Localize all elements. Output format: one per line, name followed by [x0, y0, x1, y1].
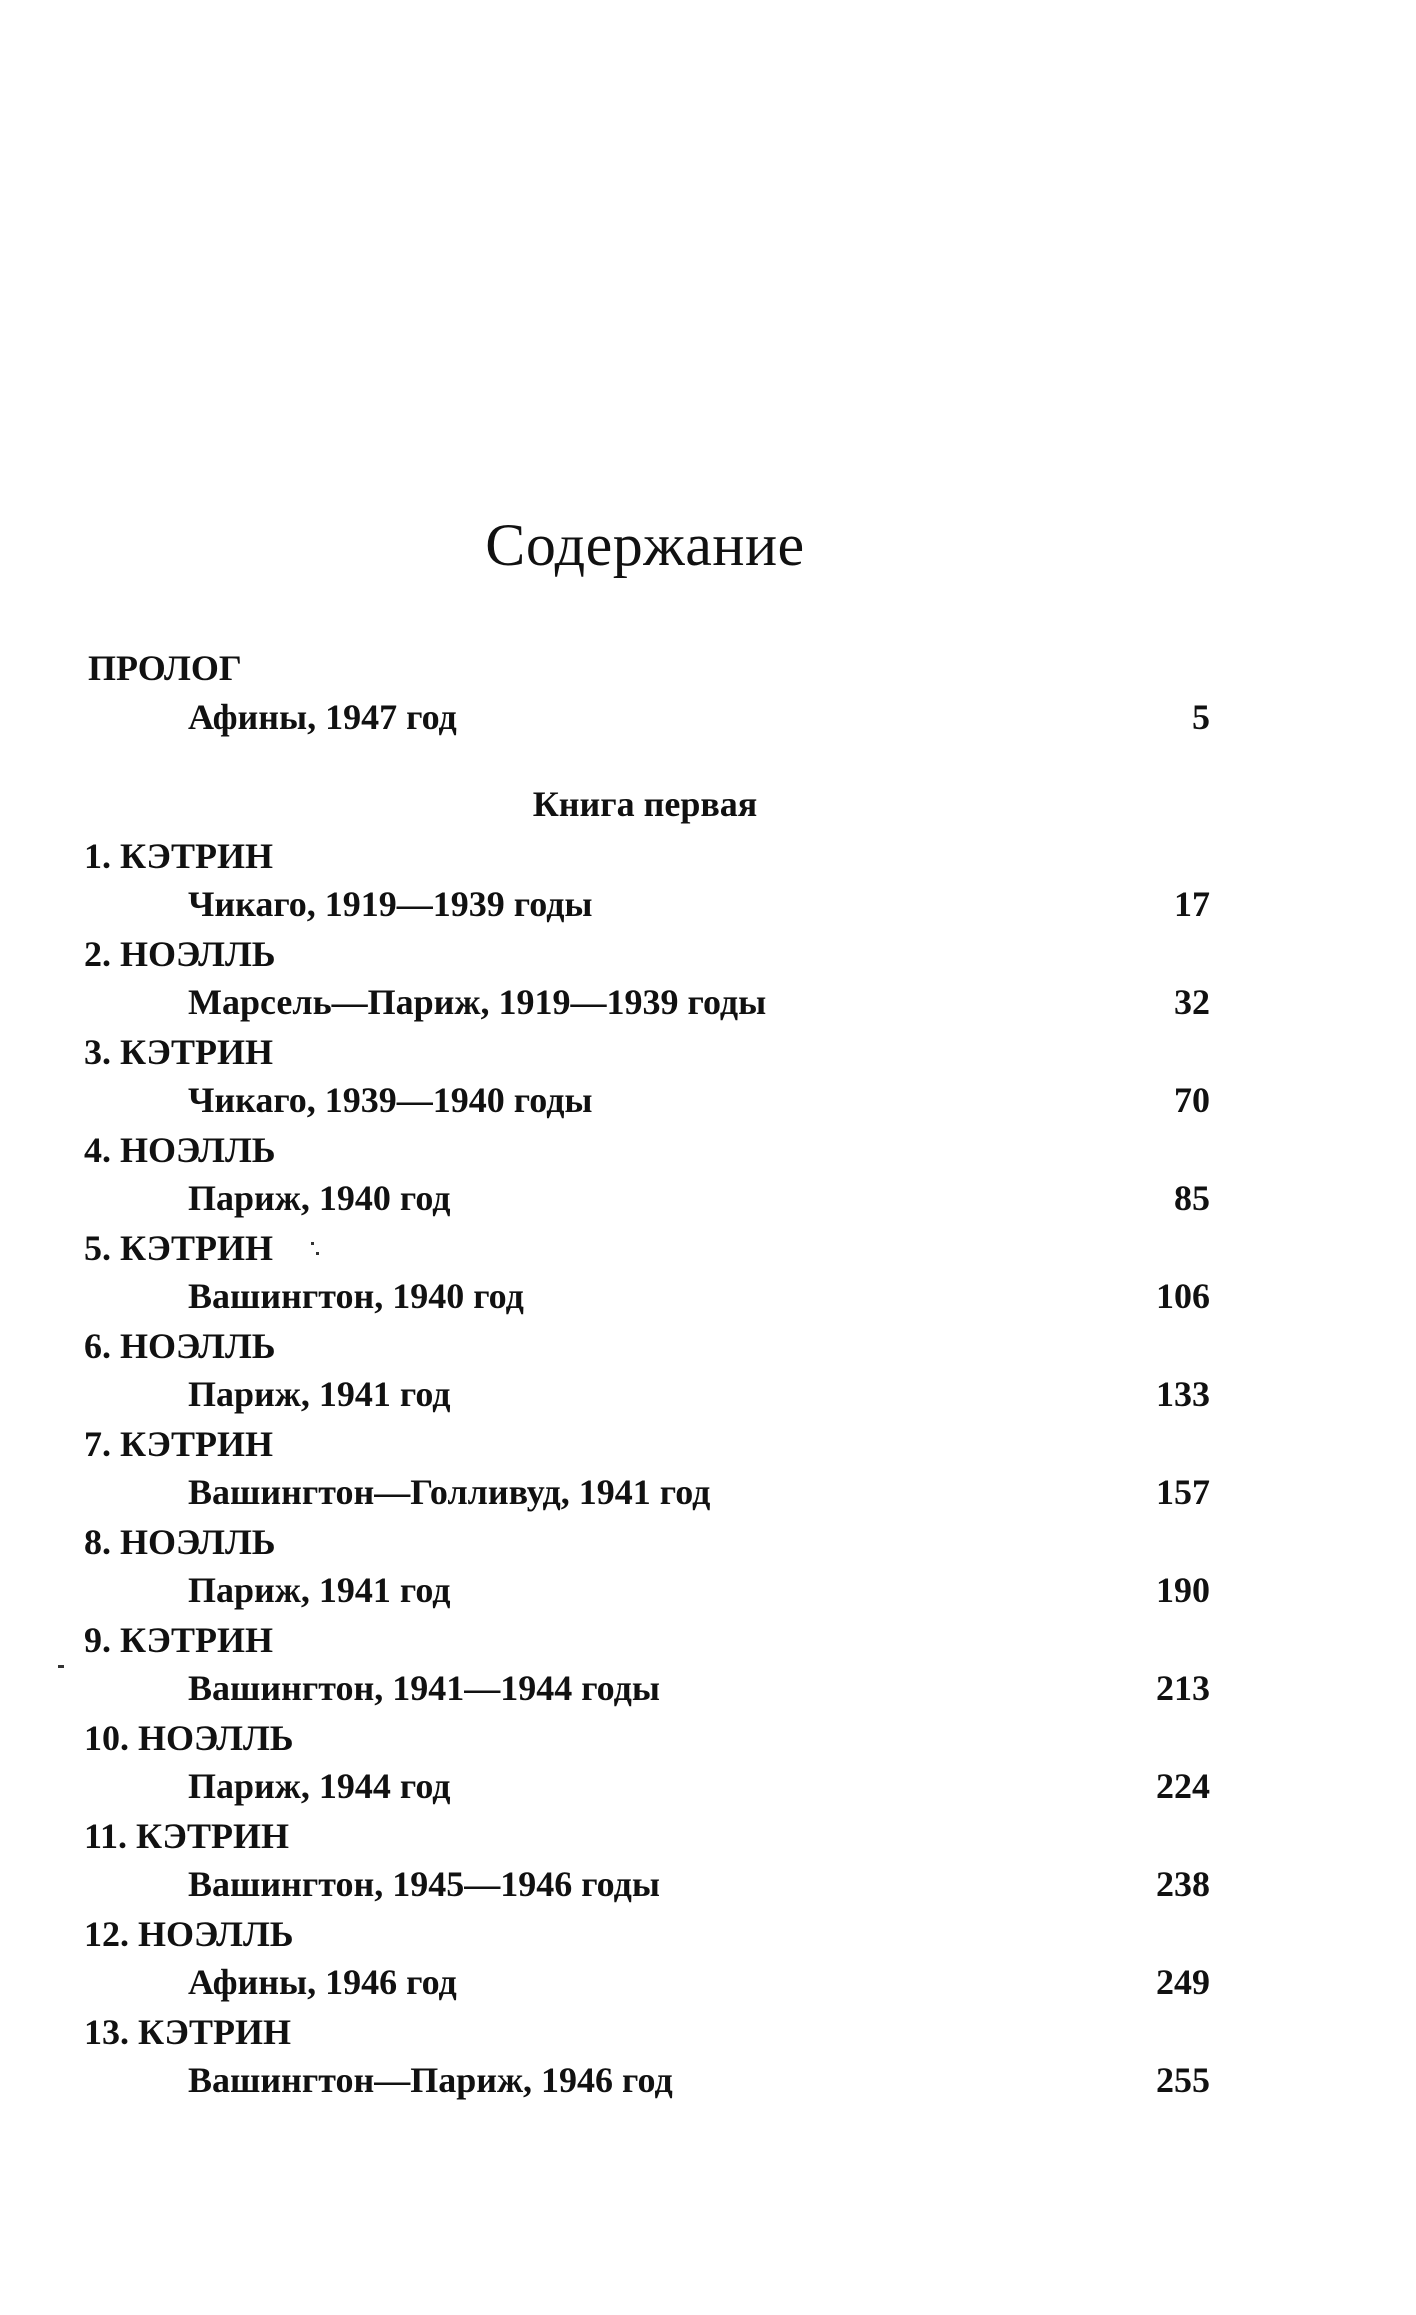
chapter-location: Вашингтон, 1940 год	[188, 1276, 524, 1316]
chapter-page-number: 70	[1174, 1080, 1210, 1120]
chapter-heading: 6. НОЭЛЛЬ	[84, 1326, 276, 1366]
chapter-location: Чикаго, 1919—1939 годы	[188, 884, 593, 924]
chapter-heading: 4. НОЭЛЛЬ	[84, 1130, 276, 1170]
chapter-heading: 13. КЭТРИН	[84, 2012, 291, 2052]
chapter-heading: 7. КЭТРИН	[84, 1424, 273, 1464]
chapter-location: Париж, 1944 год	[188, 1766, 451, 1806]
chapter-heading: 5. КЭТРИН	[84, 1228, 273, 1268]
chapter-page-number: 85	[1174, 1178, 1210, 1218]
chapter-location: Афины, 1946 год	[188, 1962, 457, 2002]
chapter-page-number: 106	[1156, 1276, 1210, 1316]
chapter-location: Париж, 1941 год	[188, 1374, 451, 1414]
chapter-location: Вашингтон—Голливуд, 1941 год	[188, 1472, 711, 1512]
chapter-location: Париж, 1940 год	[188, 1178, 451, 1218]
chapter-heading: 10. НОЭЛЛЬ	[84, 1718, 294, 1758]
chapter-heading: 12. НОЭЛЛЬ	[84, 1914, 294, 1954]
chapter-page-number: 213	[1156, 1668, 1210, 1708]
chapter-heading: 9. КЭТРИН	[84, 1620, 273, 1660]
chapter-location: Вашингтон, 1945—1946 годы	[188, 1864, 660, 1904]
chapter-heading: 1. КЭТРИН	[84, 836, 273, 876]
chapter-heading: 2. НОЭЛЛЬ	[84, 934, 276, 974]
chapter-location: Чикаго, 1939—1940 годы	[188, 1080, 593, 1120]
chapter-page-number: 249	[1156, 1962, 1210, 2002]
book-one-heading: Книга первая	[532, 784, 758, 824]
scan-speck	[316, 1252, 319, 1255]
chapter-page-number: 133	[1156, 1374, 1210, 1414]
chapter-heading: 3. КЭТРИН	[84, 1032, 273, 1072]
chapter-location: Марсель—Париж, 1919—1939 годы	[188, 982, 767, 1022]
chapter-page-number: 32	[1174, 982, 1210, 1022]
scan-speck	[311, 1242, 314, 1245]
chapter-page-number: 238	[1156, 1864, 1210, 1904]
chapter-page-number: 255	[1156, 2060, 1210, 2100]
chapter-location: Вашингтон, 1941—1944 годы	[188, 1668, 660, 1708]
chapter-page-number: 190	[1156, 1570, 1210, 1610]
chapter-location: Париж, 1941 год	[188, 1570, 451, 1610]
chapter-location: Вашингтон—Париж, 1946 год	[188, 2060, 673, 2100]
prologue-heading: ПРОЛОГ	[88, 648, 242, 688]
prologue-location: Афины, 1947 год	[188, 697, 457, 737]
chapter-page-number: 157	[1156, 1472, 1210, 1512]
scan-speck	[58, 1665, 64, 1668]
prologue-page-number: 5	[1192, 697, 1210, 737]
page-title: Содержание	[485, 512, 805, 578]
chapter-heading: 11. КЭТРИН	[84, 1816, 289, 1856]
chapter-heading: 8. НОЭЛЛЬ	[84, 1522, 276, 1562]
chapter-page-number: 17	[1174, 884, 1210, 924]
chapter-page-number: 224	[1156, 1766, 1210, 1806]
